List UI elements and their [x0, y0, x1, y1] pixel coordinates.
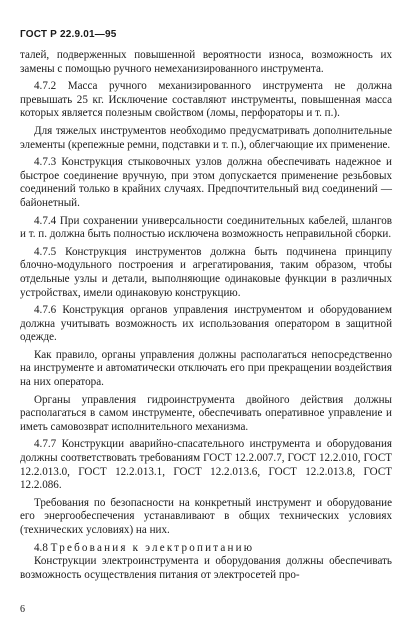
section-title: Требования к электропитанию	[50, 541, 255, 554]
document-code-header: ГОСТ Р 22.9.01—95	[20, 29, 117, 40]
paragraph-safety-requirements: Требования по безопасности на конкретный инструмент и оборудование его энергообеспечения устанавливают в общих технических условиях (технических условиях) на них.	[20, 496, 392, 536]
paragraph-4-7-5: 4.7.5 Конструкция инструментов должна быть подчинена принципу блочно-модульного построения и агрегатирования, таким образом, чтобы отдельные узлы и детали, выполняющие одинаковые функции в различных устройствах, имели одинаковую конструкцию.	[20, 245, 392, 299]
document-body	[20, 49, 392, 586]
section-number: 4.8	[34, 541, 48, 554]
paragraph-4-7-6: 4.7.6 Конструкция органов управления инструментом и оборудованием должна учитывать возможность их использования оператором в защитной одежде.	[20, 304, 392, 344]
paragraph-controls-placement: Как правило, органы управления должны располагаться непосредственно на инструменте и автоматически отключать его при прекращении воздействия на них оператора.	[20, 348, 392, 389]
paragraph-4-7-4: 4.7.4 При сохранении универсальности соединительных кабелей, шлангов и т. п. должна быть полностью исключена возможность неправильной сборки.	[20, 214, 392, 241]
paragraph-continuation: талей, подверженных повышенной вероятности износа, возможность их замены с помощью ручного немеханизированного инструмента.	[20, 49, 392, 75]
paragraph-4-7-2: 4.7.2 Масса ручного механизированного инструмента не должна превышать 25 кг. Исключение составляют инструменты, повышенная масса которых является полезным свойством (ломы, перфораторы и т. п.).	[20, 80, 392, 120]
section-heading-4-8	[20, 542, 392, 556]
paragraph-power-supply: Конструкции электроинструмента и оборудования должны обеспечивать возможность осуществления питания от электросетей про-	[20, 555, 392, 581]
paragraph-hydraulic-controls: Органы управления гидроинструмента двойного действия должны располагаться в самом инструменте, обеспечивать оперативное управление и иметь самовозврат исполнительного механизма.	[20, 393, 392, 433]
paragraph-4-7-7: 4.7.7 Конструкции аварийно-спасательного инструмента и оборудования должны соответствовать требованиям ГОСТ 12.2.007.7, ГОСТ 12.2.010, ГОСТ 12.2.013.0, ГОСТ 12.2.013.1, ГОСТ 12.2.013.6, ГОСТ 12.2.013.8, ГОСТ 12.2.086.	[20, 438, 392, 492]
paragraph-4-7-3: 4.7.3 Конструкция стыковочных узлов должна обеспечивать надежное и быстрое соединение вручную, при этом допускается применение резьбовых соединений только в крайних случаях. Предпочтительный вид соединений — байонетный.	[20, 156, 392, 209]
page-number: 6	[20, 604, 25, 615]
paragraph-heavy-tools: Для тяжелых инструментов необходимо предусматривать дополнительные элементы (крепежные ремни, подставки и т. п.), облегчающие их применение.	[20, 124, 392, 151]
